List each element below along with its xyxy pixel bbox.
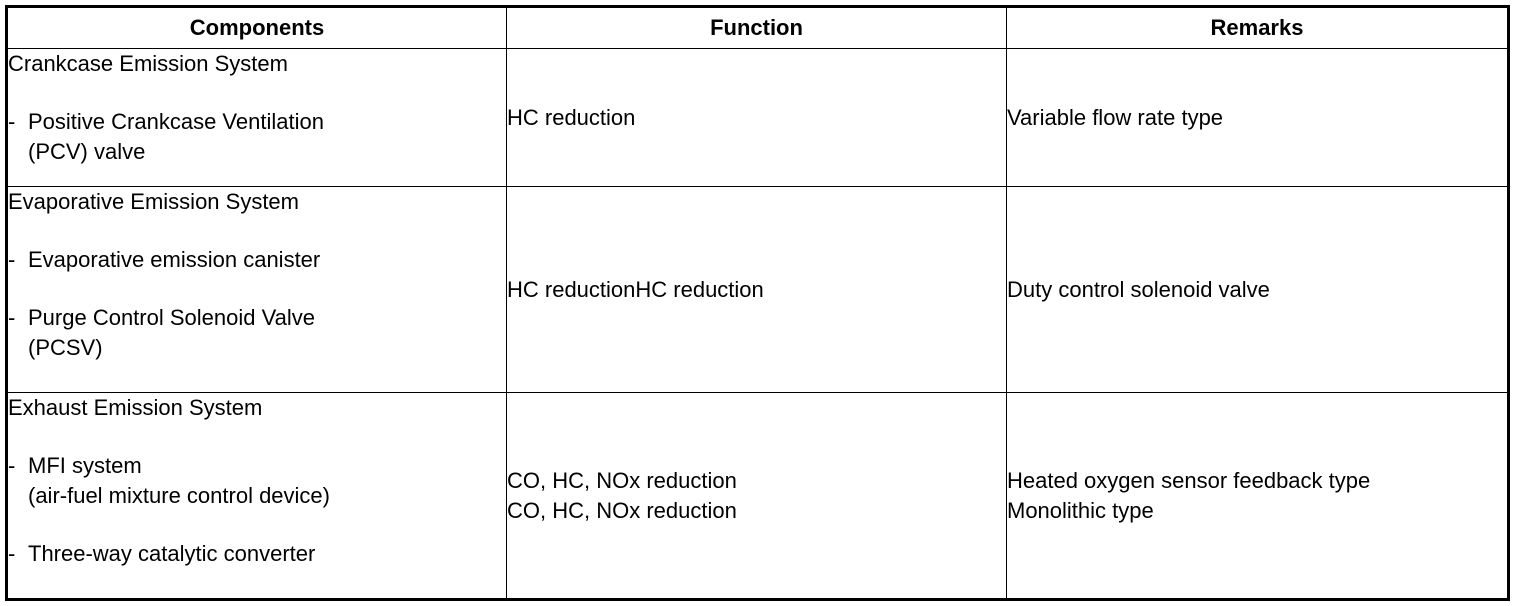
components-cell xyxy=(7,393,507,600)
components-cell xyxy=(7,187,507,393)
component-line: Three-way catalytic converter xyxy=(28,541,316,566)
header-components: Components xyxy=(7,7,507,49)
component-line: Purge Control Solenoid Valve xyxy=(28,305,315,330)
component-line: Positive Crankcase Ventilation xyxy=(28,109,324,134)
header-remarks: Remarks xyxy=(1007,7,1509,49)
remarks-cell xyxy=(1007,393,1509,600)
header-function: Function xyxy=(507,7,1007,49)
function-cell xyxy=(507,393,1007,600)
component-line: Evaporative emission canister xyxy=(28,247,321,272)
component-item xyxy=(8,107,506,167)
component-item xyxy=(8,539,506,569)
list-dash: - xyxy=(8,247,16,272)
component-line: (PCSV) xyxy=(28,335,103,360)
system-name: Crankcase Emission System xyxy=(8,51,288,76)
function-text: CO, HC, NOx reduction xyxy=(507,467,737,493)
remarks-text: Variable flow rate type xyxy=(1007,104,1224,130)
component-item xyxy=(8,245,506,275)
function-text: CO, HC, NOx reduction xyxy=(507,497,737,523)
component-line: (air-fuel mixture control device) xyxy=(28,483,330,508)
remarks-cell xyxy=(1007,187,1509,393)
component-item xyxy=(8,303,506,363)
remarks-cell xyxy=(1007,49,1509,187)
function-cell xyxy=(507,49,1007,187)
list-dash: - xyxy=(8,453,16,478)
list-dash: - xyxy=(8,541,16,566)
function-cell xyxy=(507,187,1007,393)
header-row xyxy=(7,7,1509,49)
table-row xyxy=(7,187,1509,393)
function-text: HC reductionHC reduction xyxy=(507,276,764,302)
component-item xyxy=(8,451,506,511)
list-dash: - xyxy=(8,109,16,134)
remarks-text: Monolithic type xyxy=(1007,497,1154,523)
component-line: (PCV) valve xyxy=(28,139,146,164)
emission-components-table xyxy=(5,5,1510,601)
remarks-text: Duty control solenoid valve xyxy=(1007,276,1270,302)
system-name: Evaporative Emission System xyxy=(8,189,299,214)
table-row xyxy=(7,49,1509,187)
table-row xyxy=(7,393,1509,600)
system-name: Exhaust Emission System xyxy=(8,395,263,420)
function-text: HC reduction xyxy=(507,104,636,130)
component-line: MFI system xyxy=(28,453,142,478)
components-cell xyxy=(7,49,507,187)
remarks-text: Heated oxygen sensor feedback type xyxy=(1007,467,1371,493)
list-dash: - xyxy=(8,305,16,330)
